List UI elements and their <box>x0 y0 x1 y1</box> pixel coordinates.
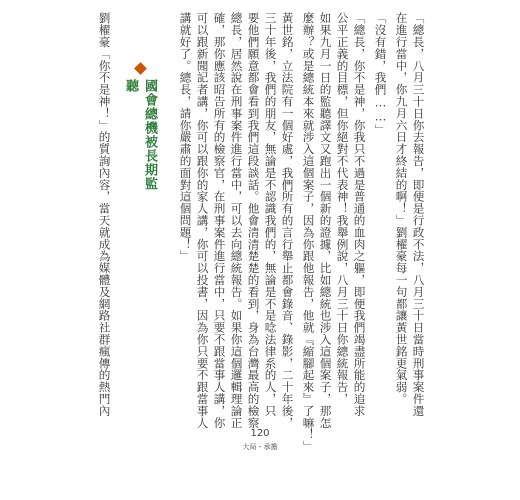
text-column: 劉櫂豪「你不是神！」的質詢內容，當天就成為媒體及網路社群瘋傳的熱門內 <box>97 12 112 417</box>
text-column: 總長，居然說在刑事案件進行當中，可以去向總統報告。如果你這個邏輯理論正 <box>229 12 244 429</box>
text-column: 黃世銘，立法院有一個好處，我們所有的言行舉止都會錄音、錄影，二十年後， <box>280 12 295 429</box>
diamond-bullet-icon <box>134 62 147 75</box>
running-title: 大局・承擔 <box>242 443 278 451</box>
section-heading-text: 國會總機被長期監聽 <box>123 79 157 191</box>
text-column: 要他們願意都會看到我們這段談話。他會清清楚楚的看到，身為台灣最高的檢察 <box>246 12 261 429</box>
page-number: 120 <box>250 428 270 439</box>
text-column: 三十年後，我們的朋友，無論是不認識我們的，無論是不是唸法律系的人，只 <box>263 12 278 417</box>
text-column: 確，那你應該昭告所有的檢察官，在刑事案件進行當中，只要不跟當事人講，你 <box>212 12 227 429</box>
section-heading <box>123 64 157 204</box>
text-column: 可以跟新聞記者講，你可以跟你的家人講，你可以投書，因為你只要不跟當事人 <box>195 12 210 429</box>
text-column: 「沒有錯，我們……」 <box>373 12 388 136</box>
text-column: 麼辦？或是總統本來就涉入這個案子，因為你跟他報告，他就『縮腳起來』了嘛！」 <box>301 12 316 453</box>
text-column: 講就好了。總長，請你嚴肅的面對這個問題！」 <box>178 12 193 262</box>
text-column: 「總長，八月三十日你去報告，即便是行政不法，八月三十日當時刑事案件還 <box>411 12 426 417</box>
text-column: 在進行當中，你九月六日才終結的啊！」劉櫂豪每一句都讓黃世銘更氣弱。 <box>394 12 409 405</box>
text-column: 公平正義的目標，但你絕對不代表神！我舉例說，八月三十日你總統報告， <box>335 12 350 405</box>
text-column: 「總長，你不是神，你我只不過是普通的血肉之軀，即便我們竭盡所能的追求 <box>352 12 367 417</box>
text-column: 如果九月一日的監聽譯文又跑出一個新的證據，比如總統也涉入這個案子，那怎 <box>318 12 333 429</box>
